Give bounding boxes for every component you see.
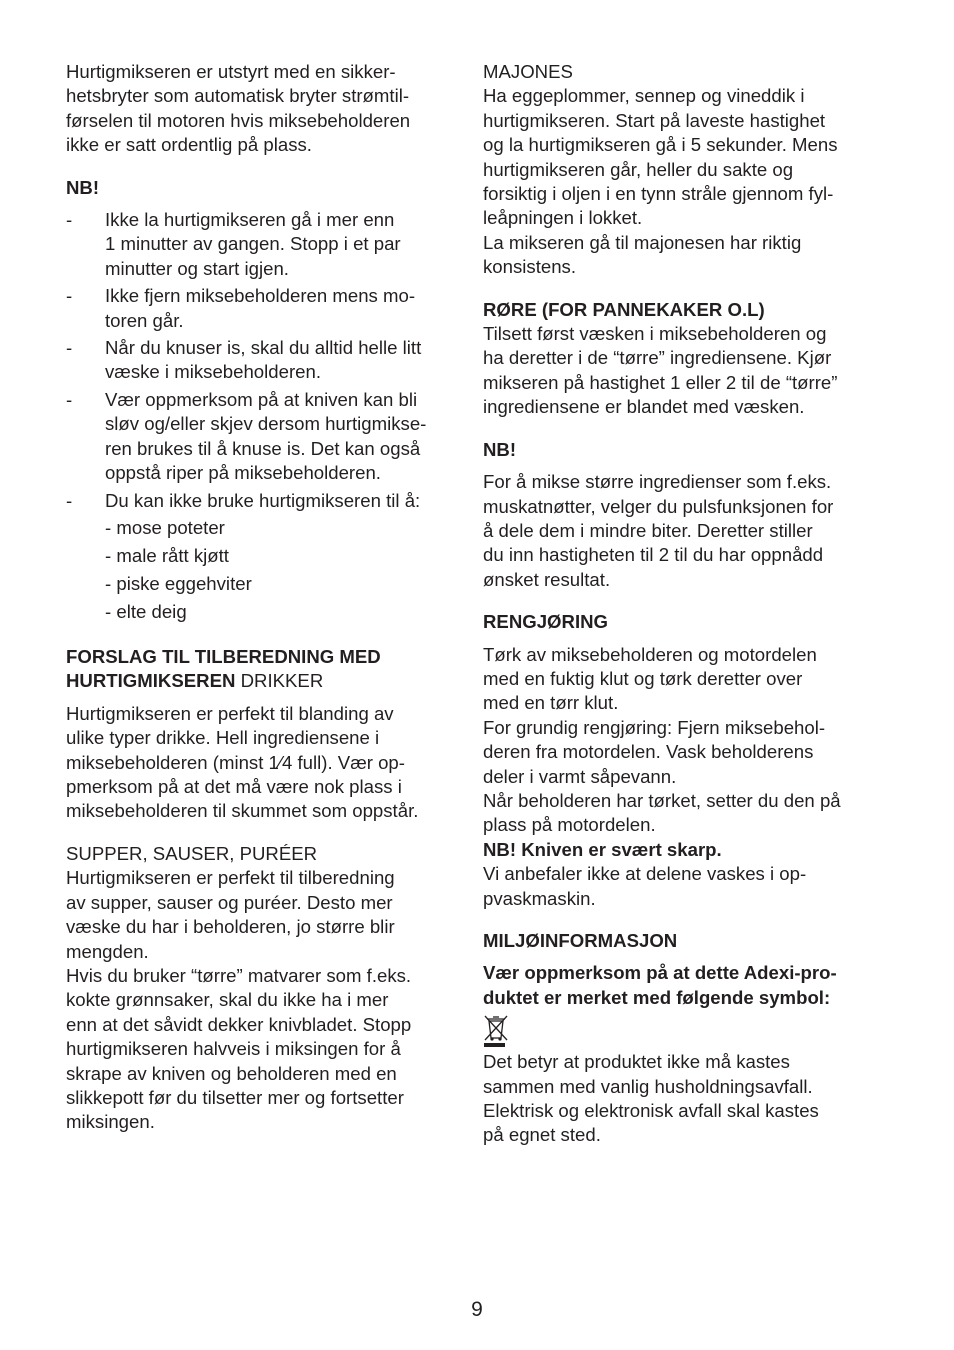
text-line: ha deretter i de “tørre” ingrediensene. Kjør	[483, 347, 832, 369]
text-line: deler i varmt såpevann.	[483, 765, 677, 787]
text-line: duktet er merket med følgende symbol:	[483, 986, 831, 1008]
text-line: toren går.	[105, 309, 184, 331]
text-line: Hurtigmikseren er utstyrt med en sikker-	[66, 61, 396, 82]
text-line: ønsket resultat.	[483, 568, 611, 590]
miljo-bold-paragraph	[483, 961, 875, 1010]
miljo-heading: MILJØINFORMASJON	[483, 930, 678, 951]
text-line: Når du knuser is, skal du alltid helle litt	[105, 337, 422, 359]
text-line: Hvis du bruker “tørre” matvarer som f.eks.	[66, 964, 412, 986]
nb-heading: NB!	[66, 176, 100, 198]
nb-heading: NB!	[483, 438, 517, 460]
text-line: Ha eggeplommer, sennep og vineddik i	[483, 85, 805, 107]
text-line: La mikseren gå til majonesen har riktig	[483, 231, 802, 253]
text-line: ulike typer drikke. Hell ingrediensene i	[66, 727, 380, 749]
text-line: miksebeholderen (minst 1⁄4 full). Vær op-	[66, 751, 405, 773]
text-line: hurtigmikseren. Start på laveste hastighet	[483, 109, 826, 131]
list-item	[66, 336, 458, 385]
rore-heading: RØRE (FOR PANNEKAKER O.L)	[483, 298, 765, 320]
page-number: 9	[471, 1298, 483, 1321]
text-line: Du kan ikke bruke hurtigmikseren til å:	[105, 489, 421, 511]
knife-warning: NB! Kniven er svært skarp.	[483, 838, 722, 860]
intro-paragraph	[66, 60, 458, 158]
text-line: miksebeholderen til skummet som oppstår.	[66, 800, 419, 822]
majones-heading: MAJONES	[483, 61, 573, 82]
heading-line: FORSLAG TIL TILBEREDNING MED	[66, 646, 381, 668]
text-line: og la hurtigmikseren gå i 5 sekunder. Mens	[483, 134, 838, 156]
list-item	[66, 388, 458, 486]
drikker-paragraph	[66, 702, 458, 824]
text-line: Vær oppmerksom på at dette Adexi-pro-	[483, 962, 837, 984]
text-line: ingrediensene er blandet med væsken.	[483, 396, 805, 418]
list-item	[66, 489, 458, 513]
text-line: pmerksom på at det må være nok plass i	[66, 776, 402, 798]
text-line: kokte grønnsaker, skal du ikke ha i mer	[66, 989, 389, 1011]
left-column	[66, 60, 458, 1135]
text-line: væske du har i beholderen, jo større blir	[66, 916, 395, 938]
bullet-dash: -	[66, 489, 73, 511]
sub-list-item: - piske eggehviter	[105, 572, 252, 594]
supper-heading: SUPPER, SAUSER, PURÉER	[66, 842, 318, 864]
bullet-dash: -	[66, 388, 73, 410]
text-line: med en fuktig klut og tørk deretter over	[483, 667, 803, 689]
warning-list	[66, 208, 458, 624]
text-line: mikseren på hastighet 1 eller 2 til de “tørre”	[483, 371, 838, 393]
text-line: sløv og/eller skjev dersom hurtigmikse-	[105, 413, 427, 435]
sub-list-item: - mose poteter	[105, 516, 225, 538]
text-line: Det betyr at produktet ikke må kastes	[483, 1051, 790, 1073]
text-line: Tilsett først væsken i miksebeholderen og	[483, 323, 827, 345]
text-line: plass på motordelen.	[483, 814, 656, 836]
text-line: skrape av kniven og beholderen med en	[66, 1062, 397, 1084]
text-line: førselen til motoren hvis miksebeholderen	[66, 109, 411, 131]
text-line: Elektrisk og elektronisk avfall skal kastes	[483, 1100, 819, 1122]
text-line: For grundig rengjøring: Fjern miksebehol-	[483, 716, 826, 738]
text-line: ren brukes til å knuse is. Det kan også	[105, 437, 421, 459]
text-line: væske i miksebeholderen.	[105, 361, 321, 383]
sub-list-item: - male rått kjøtt	[105, 544, 229, 566]
text-line: For å mikse større ingredienser som f.eks.	[483, 471, 832, 493]
text-line: 1 minutter av gangen. Stopp i et par	[105, 233, 401, 255]
crossed-out-wheelie-bin-icon	[483, 1014, 509, 1048]
text-line: på egnet sted.	[483, 1124, 601, 1146]
rengjoring-paragraph	[483, 643, 875, 911]
supper-paragraph	[66, 866, 458, 1134]
sub-list-item: - elte deig	[105, 600, 187, 622]
text-line: du inn hastigheten til 2 til du har oppnådd	[483, 544, 824, 566]
text-line: Ikke la hurtigmikseren gå i mer enn	[105, 209, 395, 231]
text-line: hurtigmikseren går, heller du sakte og	[483, 158, 794, 180]
list-item	[66, 208, 458, 281]
text-line: Vi anbefaler ikke at delene vaskes i op-	[483, 863, 807, 885]
text-line: forsiktig i oljen i en tynn stråle gjennom fyl-	[483, 183, 834, 205]
text-line: Tørk av miksebeholderen og motordelen	[483, 643, 817, 665]
text-line: å dele dem i mindre biter. Deretter stiller	[483, 519, 813, 541]
text-line: Hurtigmikseren er perfekt til blanding av	[66, 702, 394, 724]
text-line: oppstå riper på miksebeholderen.	[105, 462, 381, 484]
text-line: med en tørr klut.	[483, 692, 619, 714]
heading-regular-part: DRIKKER	[235, 670, 324, 692]
text-line: miksingen.	[66, 1111, 155, 1133]
bullet-dash: -	[66, 209, 73, 231]
text-line: hurtigmikseren halvveis i miksingen for å	[66, 1038, 401, 1060]
text-line: konsistens.	[483, 256, 577, 278]
rore-paragraph	[483, 322, 875, 420]
rengjoring-heading: RENGJØRING	[483, 611, 609, 633]
text-line: minutter og start igjen.	[105, 257, 289, 279]
text-line: hetsbryter som automatisk bryter strømtil-	[66, 85, 410, 107]
text-line: Hurtigmikseren er perfekt til tilberedning	[66, 867, 395, 889]
heading-line	[66, 669, 458, 693]
text-line: sammen med vanlig husholdningsavfall.	[483, 1075, 813, 1097]
text-line: leåpningen i lokket.	[483, 207, 643, 229]
text-line: pvaskmaskin.	[483, 887, 596, 909]
text-line: Når beholderen har tørket, setter du den på	[483, 789, 841, 811]
text-line: enn at det såvidt dekker knivbladet. Stopp	[66, 1013, 412, 1035]
text-line: Ikke fjern miksebeholderen mens mo-	[105, 285, 416, 307]
sub-list	[66, 516, 458, 624]
bullet-dash: -	[66, 337, 73, 359]
majones-paragraph	[483, 84, 875, 279]
miljo-paragraph	[483, 1050, 875, 1148]
text-line: av supper, sauser og puréer. Desto mer	[66, 891, 393, 913]
text-line: ikke er satt ordentlig på plass.	[66, 134, 312, 156]
heading-bold-part: HURTIGMIKSEREN	[66, 670, 236, 692]
list-item	[66, 284, 458, 333]
text-line: Vær oppmerksom på at kniven kan bli	[105, 388, 418, 410]
text-line: deren fra motordelen. Vask beholderens	[483, 741, 814, 763]
nb-paragraph	[483, 470, 875, 592]
text-line: mengden.	[66, 940, 149, 962]
text-line: slikkepott før du tilsetter mer og fortsetter	[66, 1086, 404, 1108]
bullet-dash: -	[66, 285, 73, 307]
text-line: muskatnøtter, velger du pulsfunksjonen for	[483, 495, 834, 517]
right-column	[483, 60, 875, 1148]
forslag-heading	[66, 645, 458, 694]
